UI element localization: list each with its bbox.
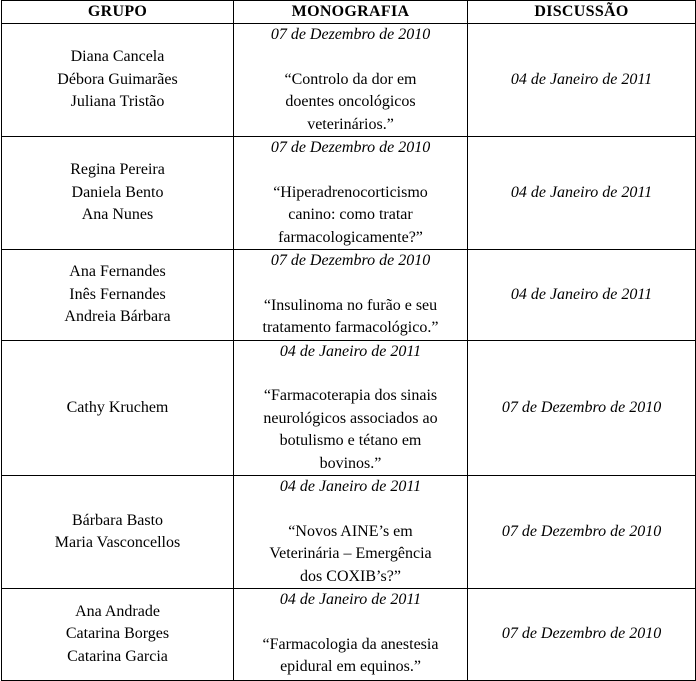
discussion-date: 07 de Dezembro de 2010 [468, 476, 696, 589]
discussion-date: 04 de Janeiro de 2011 [468, 24, 696, 137]
table-row [2, 340, 696, 476]
discussion-date: 04 de Janeiro de 2011 [468, 137, 696, 250]
monograph-title-line: epidural em equinos.” [280, 658, 421, 675]
group-member-name: Ana Nunes [81, 206, 154, 224]
monograph-date: 07 de Dezembro de 2010 [270, 139, 431, 156]
monograph-title-line: “Farmacoterapia dos sinais [263, 387, 438, 404]
group-member-name: Débora Guimarães [57, 70, 178, 88]
group-member-name: Inês Fernandes [69, 285, 166, 303]
table-row [2, 137, 696, 250]
monograph-title-line: canino: como tratar [288, 206, 413, 223]
monograph-title-line: “Insulinoma no furão e seu [263, 296, 438, 314]
monograph-cell [234, 589, 468, 681]
monograph-title-line: “Hiperadrenocorticismo [273, 183, 428, 201]
monograph-cell [234, 24, 468, 137]
monograph-title-line: “Novos AINE’s em [288, 522, 413, 540]
group-member-name: Andreia Bárbara [64, 308, 171, 325]
group-member-name: Juliana Tristão [70, 93, 165, 111]
monograph-date: 04 de Janeiro de 2011 [279, 478, 422, 495]
monograph-title-line: dos COXIB’s?” [300, 567, 401, 585]
monograph-date: 07 de Dezembro de 2010 [270, 26, 431, 43]
monograph-cell [234, 137, 468, 250]
monograph-title-line: farmacologicamente?” [278, 228, 423, 246]
group-cell [2, 476, 234, 589]
group-cell [2, 137, 234, 250]
table-row [2, 24, 696, 137]
monograph-date: 04 de Janeiro de 2011 [279, 591, 422, 608]
monograph-date: 07 de Dezembro de 2010 [270, 252, 431, 269]
group-member-name: Cathy Kruchem [66, 398, 169, 416]
header-monografia: MONOGRAFIA [234, 1, 468, 24]
group-member-name: Maria Vasconcellos [54, 534, 181, 551]
group-cell [2, 250, 234, 341]
monograph-title-line: neurológicos associados ao [263, 409, 438, 427]
group-member-name: Catarina Garcia [67, 647, 168, 665]
discussion-date: 07 de Dezembro de 2010 [468, 589, 696, 681]
monograph-cell [234, 250, 468, 341]
group-member-name: Daniela Bento [71, 183, 164, 201]
seminar-schedule-table [1, 0, 696, 681]
group-member-name: Bárbara Basto [71, 511, 164, 529]
header-row [2, 1, 696, 24]
group-cell [2, 589, 234, 681]
monograph-title-line: botulismo e tétano em [279, 432, 422, 449]
group-member-name: Catarina Borges [65, 625, 170, 643]
group-member-name: Ana Andrade [75, 602, 160, 620]
monograph-title-line: bovinos.” [319, 454, 382, 472]
monograph-title-line: doentes oncológicos [285, 93, 416, 110]
discussion-date: 07 de Dezembro de 2010 [468, 340, 696, 476]
monograph-title-line: “Controlo da dor em [284, 70, 417, 88]
group-cell [2, 24, 234, 137]
monograph-title-line: Veterinária – Emergência [269, 545, 432, 562]
monograph-title-line: “Farmacologia da anestesia [262, 635, 439, 653]
group-member-name: Ana Fernandes [69, 263, 166, 280]
monograph-title-line: veterinários.” [307, 115, 394, 133]
monograph-date: 04 de Janeiro de 2011 [279, 342, 422, 360]
table-row [2, 250, 696, 341]
group-member-name: Diana Cancela [70, 48, 165, 66]
header-discussao: DISCUSSÃO [468, 1, 696, 24]
table-row [2, 589, 696, 681]
discussion-date: 04 de Janeiro de 2011 [468, 250, 696, 341]
monograph-title-line: tratamento farmacológico.” [262, 319, 439, 336]
header-grupo: GRUPO [2, 1, 234, 24]
monograph-cell [234, 476, 468, 589]
monograph-cell [234, 340, 468, 476]
group-cell [2, 340, 234, 476]
table-row [2, 476, 696, 589]
group-member-name: Regina Pereira [70, 161, 165, 179]
